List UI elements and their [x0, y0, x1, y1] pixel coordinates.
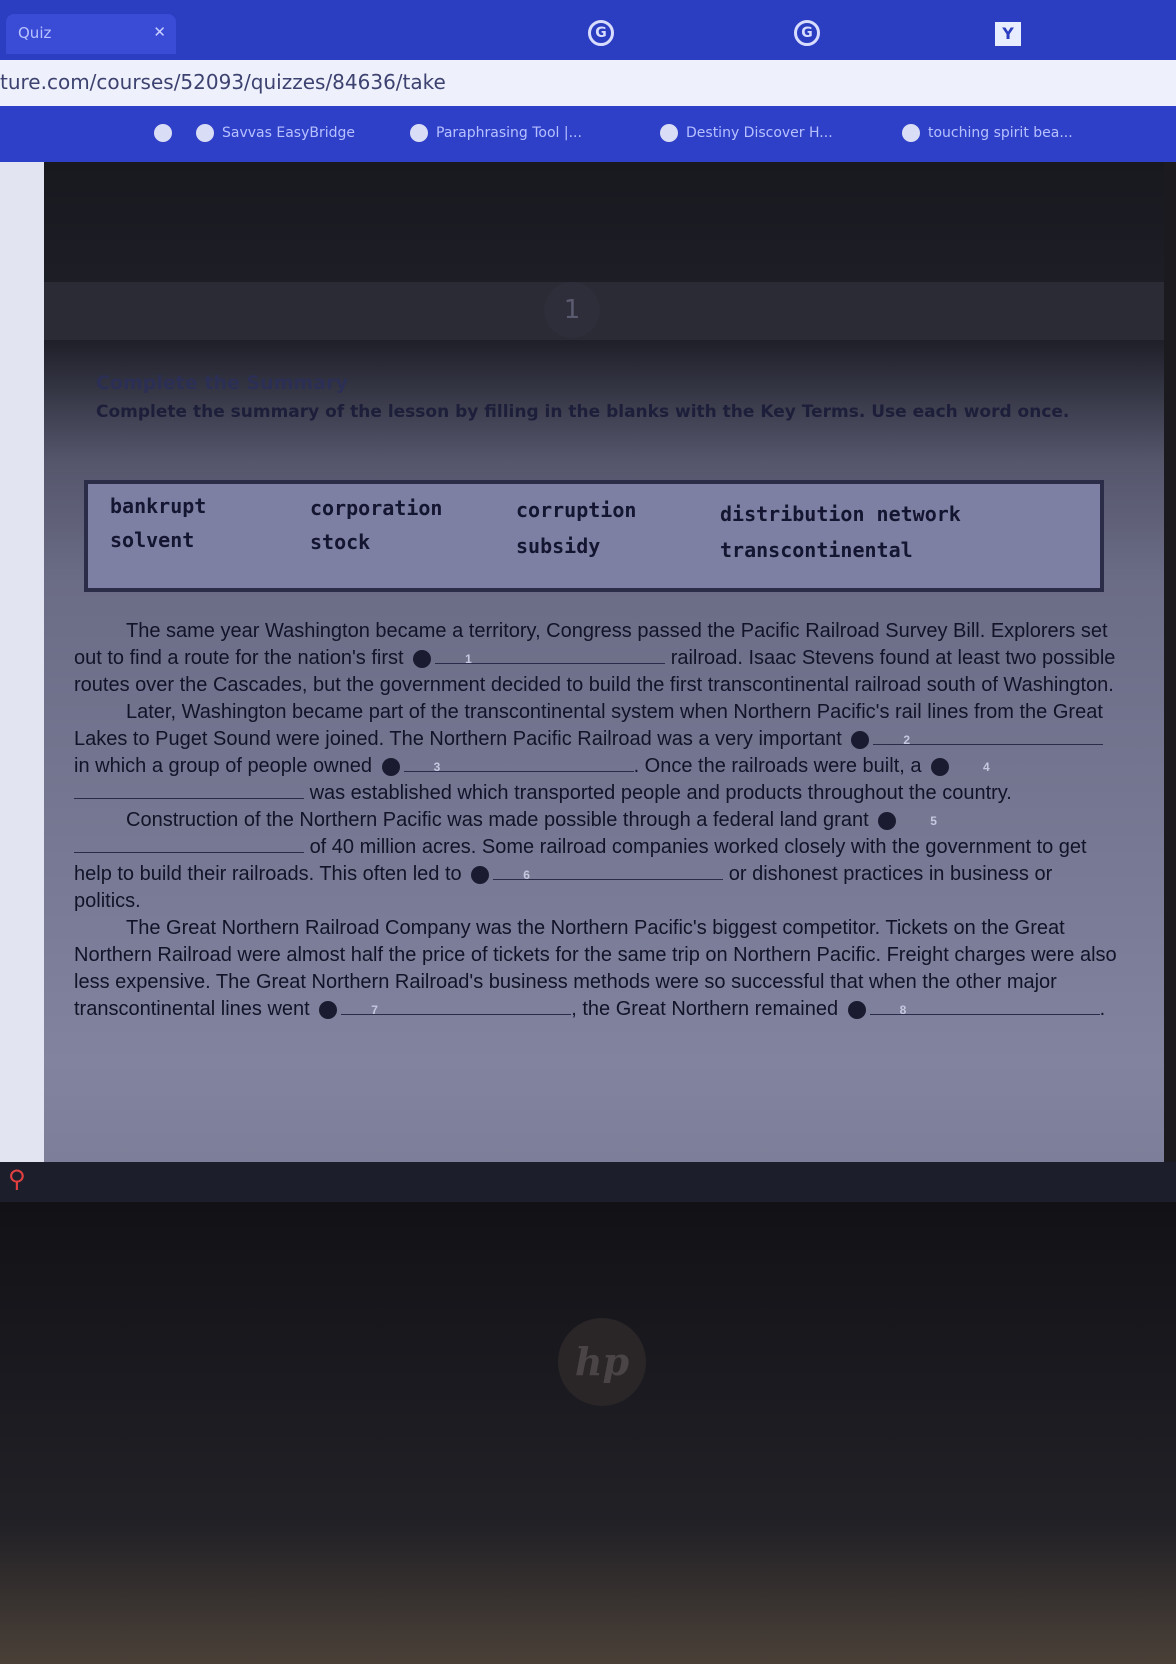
answer-blank[interactable]: [873, 727, 1103, 745]
section-band: [44, 282, 1164, 340]
blank-number: 3: [382, 758, 400, 776]
bookmarks-bar: [0, 106, 1176, 162]
key-terms-box: [84, 480, 1104, 592]
paragraph: The same year Washington became a territory, Congress passed the Pacific Railroad Survey Bill. Explorers set out to find a route for the nation's first 1 railroad. Isaac Stevens found at least two possible routes over the Cascades, but the government decided to build the first transcontinental railroad south of Washington.: [74, 620, 1116, 696]
bookmark-touching-spirit[interactable]: touching spirit bea...: [902, 124, 1073, 142]
tab-title: Quiz: [18, 24, 52, 42]
paragraph: Construction of the Northern Pacific was made possible through a federal land grant 5 of 40 million acres. Some railroad companies worked closely with the government to get help to build their railroads. This often led to 6 or dishonest practices in business or politics.: [74, 809, 1087, 912]
answer-blank[interactable]: [435, 646, 665, 664]
url-text[interactable]: ture.com/courses/52093/quizzes/84636/take: [0, 70, 446, 94]
savvas-icon: [196, 124, 214, 142]
pencil-icon: [410, 124, 428, 142]
hp-logo: hp: [558, 1318, 646, 1406]
blank-number: 2: [851, 731, 869, 749]
paragraph: The Great Northern Railroad Company was the Northern Pacific's biggest competitor. Tickets on the Great Northern Railroad were almost half the price of tickets for the same trip on Northern Pacific. Freight charges were also less expensive. The Great Northern Railroad's business methods were so successful that when the other major transcontinental lines went 7 , the Great Northern remained 8 .: [74, 917, 1117, 1020]
key-term: stock: [310, 530, 371, 554]
bookmark-destiny[interactable]: Destiny Discover H...: [660, 124, 833, 142]
blank-number: 4: [931, 758, 949, 776]
key-term: corruption: [516, 498, 637, 522]
laptop-bezel: [0, 1202, 1176, 1664]
summary-passage: [74, 618, 1124, 1023]
answer-blank[interactable]: [74, 781, 304, 799]
key-term: corporation: [310, 496, 443, 520]
summary-heading: Complete the Summary: [96, 372, 348, 394]
key-term: transcontinental: [720, 538, 913, 562]
close-tab-icon[interactable]: ✕: [153, 23, 166, 41]
answer-blank[interactable]: [404, 754, 634, 772]
answer-blank[interactable]: [493, 862, 723, 880]
grammarly-icon[interactable]: G: [588, 20, 614, 46]
key-term: bankrupt: [110, 494, 207, 518]
key-term: distribution network: [720, 502, 961, 526]
paragraph: Later, Washington became part of the transcontinental system when Northern Pacific's rail lines from the Great Lakes to Puget Sound were joined. The Northern Pacific Railroad was a very important 2 in which a group of people owned 3 . Once the railroads were built, a 4 was established which transported people and products throughout the country.: [74, 701, 1103, 804]
bookmark-savvas[interactable]: Savvas EasyBridge: [196, 124, 355, 142]
summary-instruction: Complete the summary of the lesson by filling in the blanks with the Key Terms. Use each word once.: [96, 402, 1070, 422]
destiny-icon: [660, 124, 678, 142]
app-pin-icon[interactable]: ⚲: [8, 1165, 26, 1193]
key-term: subsidy: [516, 534, 601, 558]
blank-number: 8: [848, 1001, 866, 1019]
blank-number: 1: [413, 650, 431, 668]
page-margin: [0, 162, 44, 1162]
bookmark-icon[interactable]: [154, 124, 180, 142]
key-term: solvent: [110, 528, 195, 552]
answer-blank[interactable]: [870, 997, 1100, 1015]
browser-tab-bar: [0, 0, 1176, 60]
answer-blank[interactable]: [341, 997, 571, 1015]
blank-number: 5: [878, 812, 896, 830]
blank-number: 7: [319, 1001, 337, 1019]
section-number: 1: [544, 282, 600, 338]
grammarly-icon[interactable]: G: [794, 20, 820, 46]
extension-icon[interactable]: Y: [995, 22, 1021, 46]
address-bar[interactable]: [0, 60, 1176, 106]
globe-icon: [902, 124, 920, 142]
bookmark-paraphrasing[interactable]: Paraphrasing Tool |...: [410, 124, 582, 142]
answer-blank[interactable]: [74, 835, 304, 853]
taskbar: [0, 1162, 1176, 1202]
blank-number: 6: [471, 866, 489, 884]
quiz-page: [44, 162, 1164, 1162]
browser-tab[interactable]: [6, 14, 176, 54]
